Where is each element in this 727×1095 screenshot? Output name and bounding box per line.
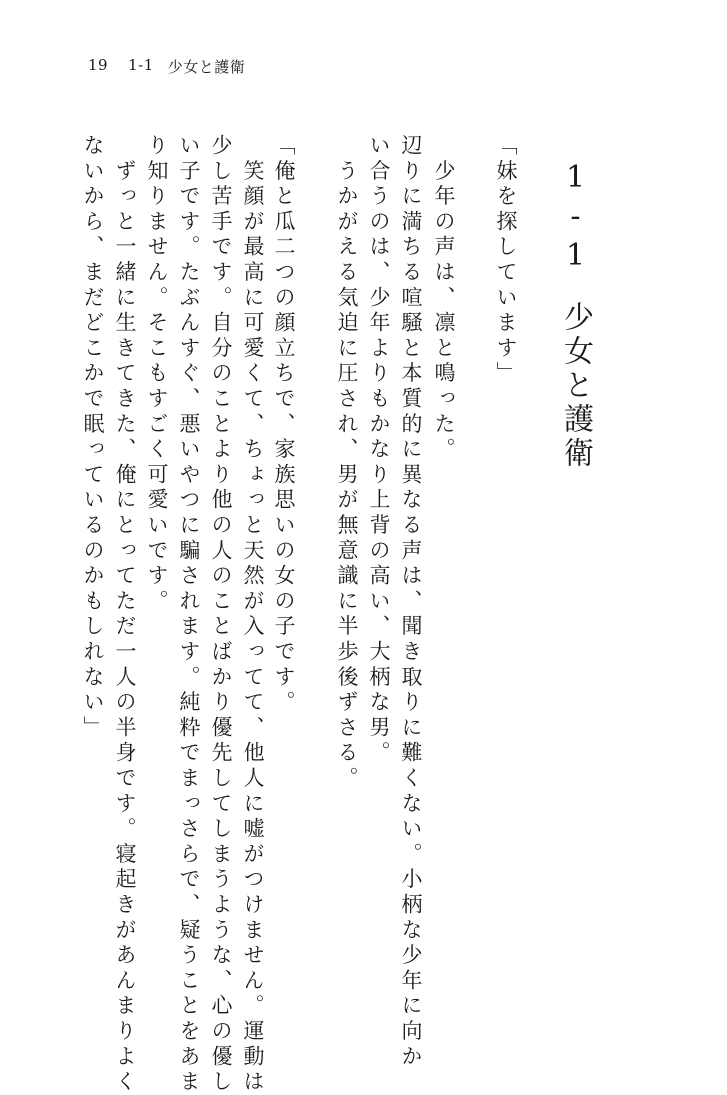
page-number: 19: [88, 56, 109, 74]
body-column-8: 少し苦手です。自分のことより他の人のことばかり優先してしまうような、心の優し: [209, 134, 233, 1095]
header-chapter-number: 1-1: [128, 56, 154, 74]
body-column-1: 「妹を探しています」: [494, 134, 518, 387]
body-column-10: り知りません。そこもすごく可愛いです。: [145, 134, 169, 615]
body-column-7: 笑顔が最高に可愛くて、ちょっと天然が入ってて、他人に嘘がつけません。運動は: [241, 134, 265, 1095]
chapter-heading: [553, 160, 597, 471]
body-column-3: 辺りに満ちる喧騒と本質的に異なる声は、聞き取りに難くない。小柄な少年に向か: [399, 134, 423, 1071]
body-column-5: うかがえる気迫に圧され、男が無意識に半歩後ずさる。: [335, 134, 359, 792]
chapter-heading-title: 少女と護衛: [558, 301, 593, 471]
chapter-heading-number: 1-1: [558, 160, 593, 277]
body-column-2: 少年の声は、凛と鳴った。: [432, 134, 456, 463]
body-column-11: ずっと一緒に生きてきた、俺にとってただ一人の半身です。寝起きがあんまりよく: [113, 134, 137, 1095]
running-header: [88, 56, 245, 77]
body-column-9: い子です。たぶんすぐ、悪いやつに騙されます。純粋でまっさらで、疑うことをあま: [177, 134, 201, 1095]
body-column-12: ないから、まだどこかで眠っているのかもしれない」: [81, 134, 105, 742]
body-column-4: い合うのは、少年よりもかなり上背の高い、大柄な男。: [367, 134, 391, 767]
body-column-6: 「俺と瓜二つの顔立ちで、家族思いの女の子です。: [272, 134, 296, 716]
header-chapter-title: 少女と護衛: [167, 58, 246, 76]
